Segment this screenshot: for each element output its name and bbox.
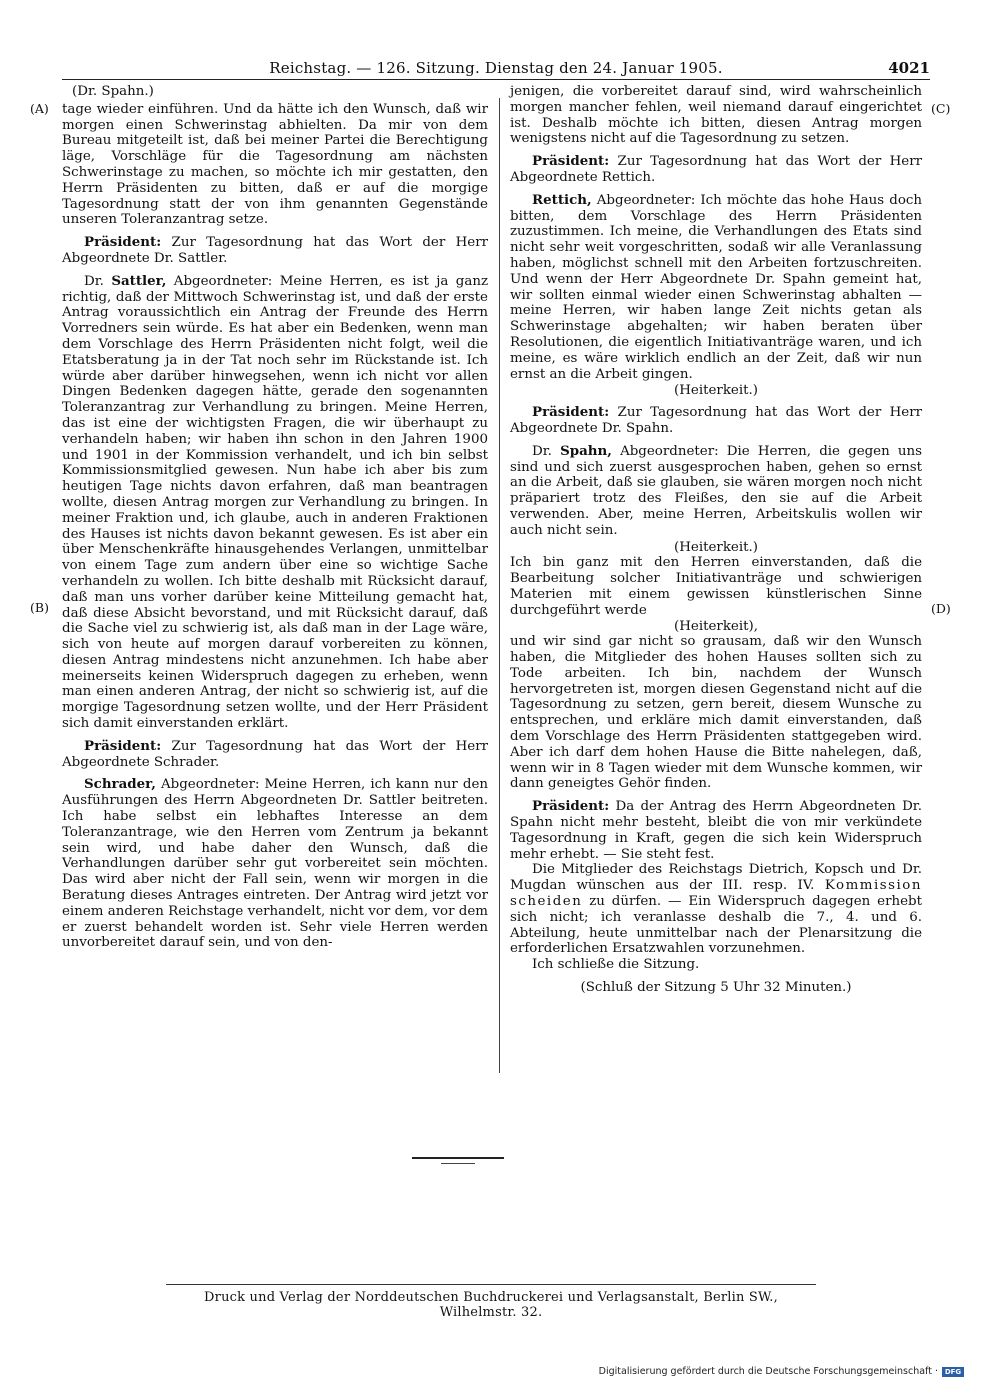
speaker-name: Schrader, [84,776,156,793]
paragraph [62,777,488,951]
speaker-name: Präsident: [84,234,162,251]
paragraph-text: Zur Tagesordnung hat das Wort der Herr Abgeordnete Dr. Spahn. [510,405,922,436]
paragraph-text: tage wieder einführen. Und da hätte ich den Wunsch, daß wir morgen einen Schwerinstag abhielten. Da mir von dem Bureau mitgeteilt ist, daß bei meiner Partei die Berechtigung läge, Vorschläge für die Tagesordnung am nächsten Schwerinstage zu machen, so möchte ich mir gestatten, den Herrn Präsidenten zu bitten, daß er auf die morgige Tagesordnung statt der von ihm genannten Gegenstände unseren Toleranzantrag setze. [62,101,488,228]
closing-note: (Schluß der Sitzung 5 Uhr 32 Minuten.) [580,980,852,996]
closing-rule-short [441,1163,475,1164]
footer-rule [166,1284,816,1285]
closing-rule [412,1157,504,1159]
speaker-name: Sattler, [111,272,167,289]
interjection: (Heiterkeit.) [674,539,758,555]
paragraph-text: Die Mitglieder des Reichstags Dietrich, Kopsch und Dr. Mugdan wünschen aus der III. resp. IV. [510,862,922,894]
paragraph-text: Zur Tagesordnung hat das Wort der Herr Abgeordnete Rettich. [510,154,922,185]
paragraph-text: Ich bin ganz mit den Herren einverstanden, daß die Bearbeitung solcher Initiativanträge und schwierigen Materien mit einem gewissen künstlerischen Sinne durchgeführt werde [510,555,922,618]
running-head [62,58,930,78]
paragraph [510,555,922,618]
margin-marker-b: (B) [30,600,49,615]
paragraph [62,739,488,771]
paragraph [510,405,922,437]
speaker-name: Spahn, [560,442,612,459]
margin-marker-c: (C) [931,101,951,116]
speaker-name: Präsident: [532,798,610,815]
digitization-text: Digitalisierung gefördert durch die Deutsche Forschungsgemeinschaft · [598,1366,938,1377]
paragraph [510,634,922,792]
paragraph [510,444,922,539]
paragraph [510,154,922,186]
paragraph-text: und wir sind gar nicht so grausam, daß wir den Wunsch haben, die Mitglieder des hohen Hauses sollten sich zu Tode arbeiten. Ich bin, nachdem der Wunsch hervorgetreten ist, morgen diesen Gegenstand nicht auf die Tagesordnung zu setzen, gern bereit, diesem Wunsche zu entsprechen, und erkläre mich damit einverstanden, daß dem Vorschlage des Herrn Präsidenten stattgegeben wird. Aber ich darf dem hohen Hause die Bitte nahelegen, daß, wenn wir in 8 Tagen wieder mit dem Wunsche kommen, wir dann geneigtes Gehör finden. [510,634,922,792]
paragraph [62,235,488,267]
paragraph-text: zu dürfen. — Ein Widerspruch dagegen erhebt sich nicht; ich veranlasse deshalb die 7., 4. und 6. Abteilung, heute unmittelbar nach der Plenarsitzung die erforderlichen Ersatzwahlen vorzunehmen. [510,894,922,957]
paragraph-text: Zur Tagesordnung hat das Wort der Herr Abgeordnete Dr. Sattler. [62,235,488,266]
printer-imprint: Druck und Verlag der Norddeutschen Buchdruckerei und Verlagsanstalt, Berlin SW., Wilhelmstr. 32. [204,1290,778,1320]
right-column [510,84,922,1002]
paragraph [510,957,922,973]
paragraph [510,193,922,383]
paragraph [510,84,922,147]
speaker-name: Präsident: [532,153,610,170]
paragraph-text: Ich schließe die Sitzung. [532,957,700,973]
page-number: 4021 [888,59,930,77]
paragraph-text: jenigen, die vorbereitet darauf sind, wird wahrscheinlich morgen mancher fehlen, weil niemand darauf eingerichtet ist. Deshalb möchte ich bitten, diesen Antrag morgen wenigstens nicht auf die Tagesordnung zu setzen. [510,84,922,147]
paragraph [62,102,488,228]
paragraph [62,274,488,732]
spaced-emphasis: Kommission scheiden [510,878,922,910]
speaker-name: Präsident: [84,737,162,754]
paragraph-text: Abgeordneter: Meine Herren, es ist ja ganz richtig, daß der Mittwoch Schwerinstag ist, und daß der erste Antrag voraussichtlich ein Antrag der Freunde des Herrn Vorredners sein würde. Es hat aber ein Bedenken, wenn man dem Vorschlage des Herrn Präsidenten nicht folgt, weil die Etatsberatung ja in der Tat noch sehr im Rückstande ist. Ich würde aber darüber hinwegsehen, wenn ich nicht vor allen Dingen Bedenken dagegen hätte, gerade den sogenannten Toleranzantrag zur Verhandlung zu bringen. Meine Herren, das ist eine der wichtigsten Fragen, die wir überhaupt zu verhandeln haben; wir haben ihn schon in den Jahren 1900 und 1901 in der Kommission verhandelt, und ich bin selbst Kommissionsmitglied gewesen. Nun habe ich aber bis zum heutigen Tage nichts davon erfahren, daß man beantragen wollte, diesen Antrag morgen zur Verhandlung zu bringen. In meiner Fraktion und, ich glaube, auch in anderen Fraktionen des Hauses ist nichts davon bekannt gewesen. Es ist aber ein über Menschenkräfte hinausgehendes Verlangen, unmittelbar von einem Tage zum andern über eine so wichtige Sache verhandeln zu wollen. Ich bitte deshalb mit Rücksicht darauf, daß man uns vorher darüber keine Mitteilung gemacht hat, daß diese Absicht bevorstand, und mit Rücksicht darauf, daß die Sache viel zu schwierig ist, als daß man in der Lage wäre, sich von heute auf morgen darauf vorbereiten zu können, diesen Antrag mindestens nicht anzunehmen. Ich habe aber meinerseits keinen Widerspruch dagegen zu erheben, wenn man einen anderen Antrag, der nicht so schwierig ist, auf die morgige Tagesordnung setzen wollte, und der Herr Präsident sich damit einverstanden erklärt. [62,273,488,732]
paragraph-text: Zur Tagesordnung hat das Wort der Herr Abgeordnete Schrader. [62,738,488,770]
paragraph-text: Da der Antrag des Herrn Abgeordneten Dr. Spahn nicht mehr besteht, bleibt die von mir verkündete Tagesordnung in Kraft, gegen die sich kein Widerspruch mehr erhebt. — Sie steht fest. [510,799,922,862]
speaker-name: Rettich, [532,191,592,208]
speaker-title: Dr. [84,273,112,289]
paragraph [510,862,922,957]
speaker-attribution: (Dr. Spahn.) [72,84,154,99]
margin-marker-a: (A) [30,101,49,116]
interjection: (Heiterkeit.) [674,383,758,399]
column-divider [499,98,500,1073]
left-column [62,84,488,958]
speaker-name: Präsident: [532,404,610,421]
dfg-logo-icon: DFG [942,1367,964,1377]
page-header-title: Reichstag. — 126. Sitzung. Dienstag den 24. Januar 1905. [269,59,723,77]
paragraph-text: Abgeordneter: Meine Herren, ich kann nur den Ausführungen des Herrn Abgeordneten Dr. Sattler beitreten. Ich habe selbst ein lebhaftes Interesse an dem Toleranzantrage, wie den Herren vom Zentrum ja bekannt sein wird, und habe daher den Wunsch, daß die Verhandlungen darüber sehr gut vorbereitet sein möchten. Das wird aber nicht der Fall sein, wenn wir morgen in die Beratung dieses Antrages eintreten. Der Antrag wird jetzt vor einem anderen Reichstage verhandelt, nicht vor dem, vor dem er zuerst behandelt worden ist. Sehr viele Herren werden unvorbereitet darauf sein, und von den- [62,777,488,951]
speaker-title: Dr. [532,443,561,459]
paragraph-text: Abgeordneter: Ich möchte das hohe Haus doch bitten, dem Vorschlage des Herrn Präsidenten zuzustimmen. Ich meine, die Verhandlungen des Etats sind nicht sehr weit vorgeschritten, sodaß wir alle Veranlassung haben, möglichst schnell mit den Arbeiten fortzuschreiten. Und wenn der Herr Abgeordnete Dr. Spahn gemeint hat, wir sollten einmal wieder einen Schwerinstag abhalten — meine Herren, wir haben lange Zeit nichts getan als Schwerinstage abgehalten; wir haben beraten über Resolutionen, die eigentlich Initiativanträge waren, und ich meine, es wäre wirklich endlich an der Zeit, daß wir nun ernst an die Arbeit gingen. [510,192,922,382]
digitization-note [599,1366,964,1377]
paragraph [510,799,922,862]
paragraph-text: Abgeordneter: Die Herren, die gegen uns sind und sich zuerst ausgesprochen haben, gehen so ernst an die Arbeit, daß sie glauben, sie wären morgen noch nicht präpariert trotz des Fleißes, den sie auf die Arbeit verwenden. Aber, meine Herren, Arbeitskulis wollen wir auch nicht sein. [510,443,923,538]
margin-marker-d: (D) [931,601,951,616]
interjection: (Heiterkeit), [674,618,758,634]
header-rule [62,79,930,80]
